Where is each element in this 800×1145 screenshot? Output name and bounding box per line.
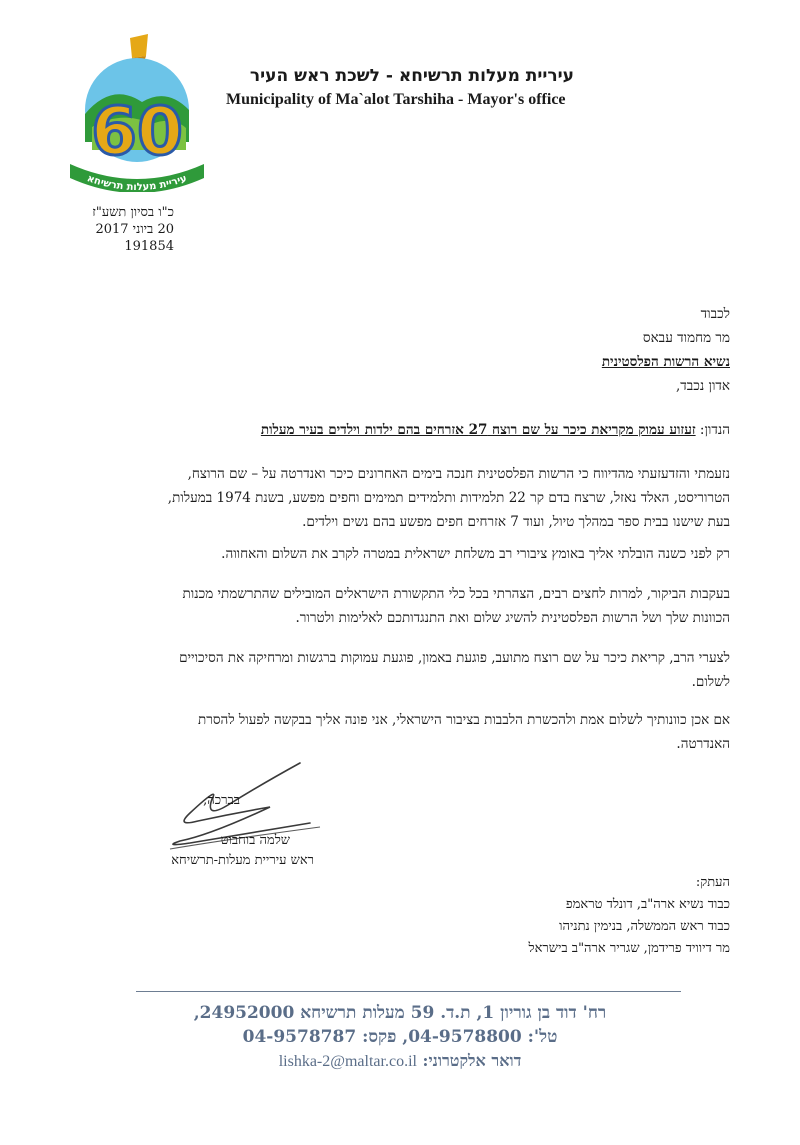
body-paragraph-3 [130,582,730,630]
paragraph-line: הטרוריסט, האלד נאזל, שרצח בדם קר 22 תלמידות ותלמידים תמימים וחפים מפשע, בשנת 1974 במעלות, [167,490,730,506]
email-label: דואר אלקטרוני: [422,1051,522,1070]
reference-number: 191854 [124,239,174,254]
body-paragraph-5 [130,708,730,756]
subject-prefix: הנדון: [699,422,730,438]
closing-blessing: בברכה, [203,793,240,808]
ribbon-text: עיריית מעלות תרשיחא [85,173,189,192]
paragraph-line: לשלום. [691,674,730,690]
cc-block [529,872,730,960]
cc-recipient: מר דיוויד פרידמן, שגריר ארה"ב בישראל [528,941,730,956]
footer-divider [136,991,681,992]
paragraph-line: בעת שישנו בבית ספר במהלך טיול, ועוד 7 אזרחים חפים מפשע בהם נשים וילדים. [302,514,730,530]
recipient-block [602,302,730,374]
paragraph-line: אם אכן כוונותיך לשלום אמת ולהכשרת הלבבות בציבור הישראלי, אני פונה אליך בבקשה לפעול להסרת [198,712,730,728]
paragraph-line: נזעמתי והזדעזעתי מהדיווח כי הרשות הפלסטינית חנכה בימים האחרונים כיכר ואנדרטה על – שם הרוצח, [187,466,730,482]
cc-recipient: כבוד נשיא ארה"ב, דונלד טראמפ [565,897,730,912]
header-english-title: Municipality of Ma`alot Tarshiha - Mayor's office [226,91,566,108]
handwritten-signature [150,755,330,865]
body-paragraph-2 [130,542,730,566]
recipient-name: מר מחמוד עבאס [642,330,730,346]
sixty-number [91,93,183,170]
header-hebrew-title: עיריית מעלות תרשיחא - לשכת ראש העיר [249,66,574,86]
municipality-60-logo [62,32,212,192]
cc-recipient: כבוד ראש הממשלה, בנימין נתניהו [559,919,730,934]
svg-text:60: 60 [91,93,183,170]
body-paragraph-4 [130,646,730,694]
paragraph-line: בעקבות הביקור, למרות לחצים רבים, הצהרתי בכל כלי התקשורת הישראלים המובילים שהתרשמתי מכנות [182,586,730,602]
footer-phones: טל': 04-9578800, פקס: 04-9578787 [242,1027,558,1047]
gregorian-date: 20 ביוני 2017 [95,222,174,237]
body-paragraph-1 [130,462,730,534]
recipient-title: נשיא הרשות הפלסטינית [601,354,730,370]
paragraph-line: הכוונות שלך ושל הרשות הפלסטינית להשיג שלום ואת התנגדותכם לאלימות ולטרור. [295,610,730,626]
paragraph-line: האנדרטה. [676,736,730,752]
salutation: אדון נכבד, [675,378,730,394]
footer-email-line [0,1051,800,1071]
subject-text: זעזוע עמוק מקריאת כיכר על שם רוצח 27 אזרחים בהם ילדות וילדים בעיר מעלות [260,422,696,438]
footer-address: רח' דוד בן גוריון 1, ת.ד. 59 מעלות תרשיחא 24952000, [193,1003,607,1023]
subject-line [261,418,730,442]
paragraph-line: לצערי הרב, קריאת כיכר על שם רוצח מתועב, פוגעת באמון, פוגעת עמוקות ברגשות ומרחיקה את הסיכויים [179,650,730,666]
hebrew-date: כ"ו בסיון תשע"ז [92,205,174,220]
email-address[interactable]: lishka-2@maltar.co.il [278,1053,417,1070]
paragraph-line: רק לפני כשנה הובלתי אליך באומץ ציבורי רב משלחת ישראלית במטרה לקרב את השלום והאחווה. [221,546,730,562]
signer-title: ראש עיריית מעלות-תרשיחא [171,853,314,868]
date-block [84,204,174,255]
cc-label: העתק: [695,875,730,890]
signer-name: שלמה בוחבוט [220,833,290,848]
recipient-line-honor: לכבוד [700,306,730,322]
